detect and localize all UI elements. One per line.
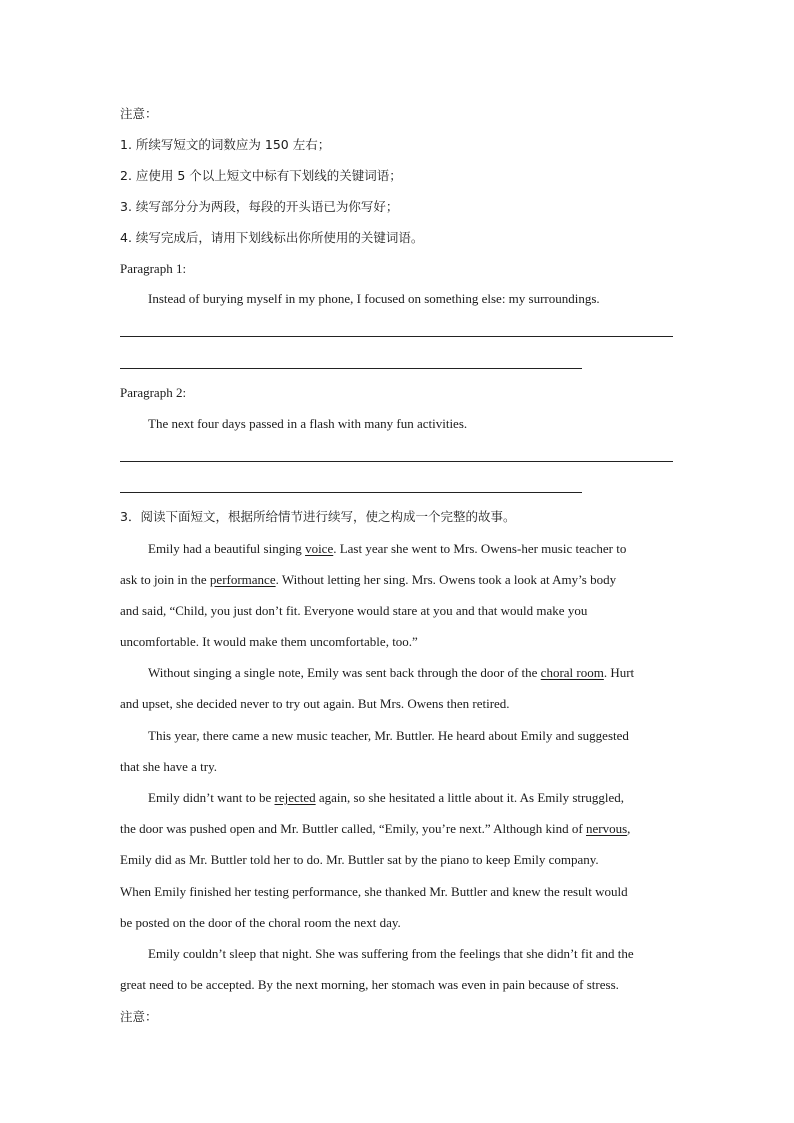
note-item-1: 1. 所续写短文的词数应为 150 左右； — [120, 137, 331, 152]
story-line: great need to be accepted. By the next morning, her stomach was even in pain because of stress. — [120, 977, 619, 992]
story-line: that she have a try. — [120, 759, 217, 774]
story-line: the door was pushed open and Mr. Buttler called, “Emily, you’re next.” Although kind of nervous, — [120, 821, 631, 836]
paragraph-1-label: Paragraph 1: — [120, 261, 187, 276]
story-line: This year, there came a new music teacher, Mr. Buttler. He heard about Emily and suggested — [148, 728, 629, 743]
writing-line — [120, 461, 673, 462]
story-line: ask to join in the performance. Without letting her sing. Mrs. Owens took a look at Amy’s body — [120, 572, 617, 587]
story-line: When Emily finished her testing performance, she thanked Mr. Buttler and knew the result would — [120, 884, 628, 899]
writing-line — [120, 368, 582, 369]
notes-heading: 注意： — [120, 106, 158, 121]
story-line: Emily didn’t want to be rejected again, so she hesitated a little about it. As Emily struggled, — [148, 790, 624, 805]
paragraph-2-label: Paragraph 2: — [120, 385, 187, 400]
story-line: Without singing a single note, Emily was sent back through the door of the choral room. Hurt — [148, 665, 635, 680]
notes-heading: 注意： — [120, 1009, 158, 1024]
note-item-2: 2. 应使用 5 个以上短文中标有下划线的关键词语； — [120, 168, 402, 183]
paragraph-2-opening: The next four days passed in a flash with many fun activities. — [148, 416, 468, 431]
paragraph-1-opening: Instead of burying myself in my phone, I focused on something else: my surroundings. — [148, 291, 600, 306]
story-line: be posted on the door of the choral room the next day. — [120, 915, 401, 930]
writing-line — [120, 336, 673, 337]
keyword-underlined: performance — [209, 572, 276, 587]
keyword-underlined: choral room — [540, 665, 604, 680]
story-line: and upset, she decided never to try out again. But Mrs. Owens then retired. — [120, 696, 510, 711]
question-3-instruction: 3．阅读下面短文，根据所给情节进行续写，使之构成一个完整的故事。 — [120, 509, 516, 524]
story-line: Emily couldn’t sleep that night. She was suffering from the feelings that she didn’t fit and the — [148, 946, 634, 961]
keyword-underlined: rejected — [274, 790, 316, 805]
keyword-underlined: voice — [305, 541, 334, 556]
story-line: uncomfortable. It would make them uncomfortable, too.” — [120, 634, 418, 649]
note-item-3: 3. 续写部分分为两段，每段的开头语已为你写好； — [120, 199, 399, 214]
story-line: Emily did as Mr. Buttler told her to do. Mr. Buttler sat by the piano to keep Emily company. — [120, 852, 599, 867]
story-line: and said, “Child, you just don’t fit. Everyone would stare at you and that would make you — [120, 603, 588, 618]
note-item-4: 4. 续写完成后，请用下划线标出你所使用的关键词语。 — [120, 230, 424, 245]
story-line: Emily had a beautiful singing voice. Last year she went to Mrs. Owens-her music teacher to — [148, 541, 627, 556]
writing-line — [120, 492, 582, 493]
keyword-underlined: nervous — [585, 821, 628, 836]
